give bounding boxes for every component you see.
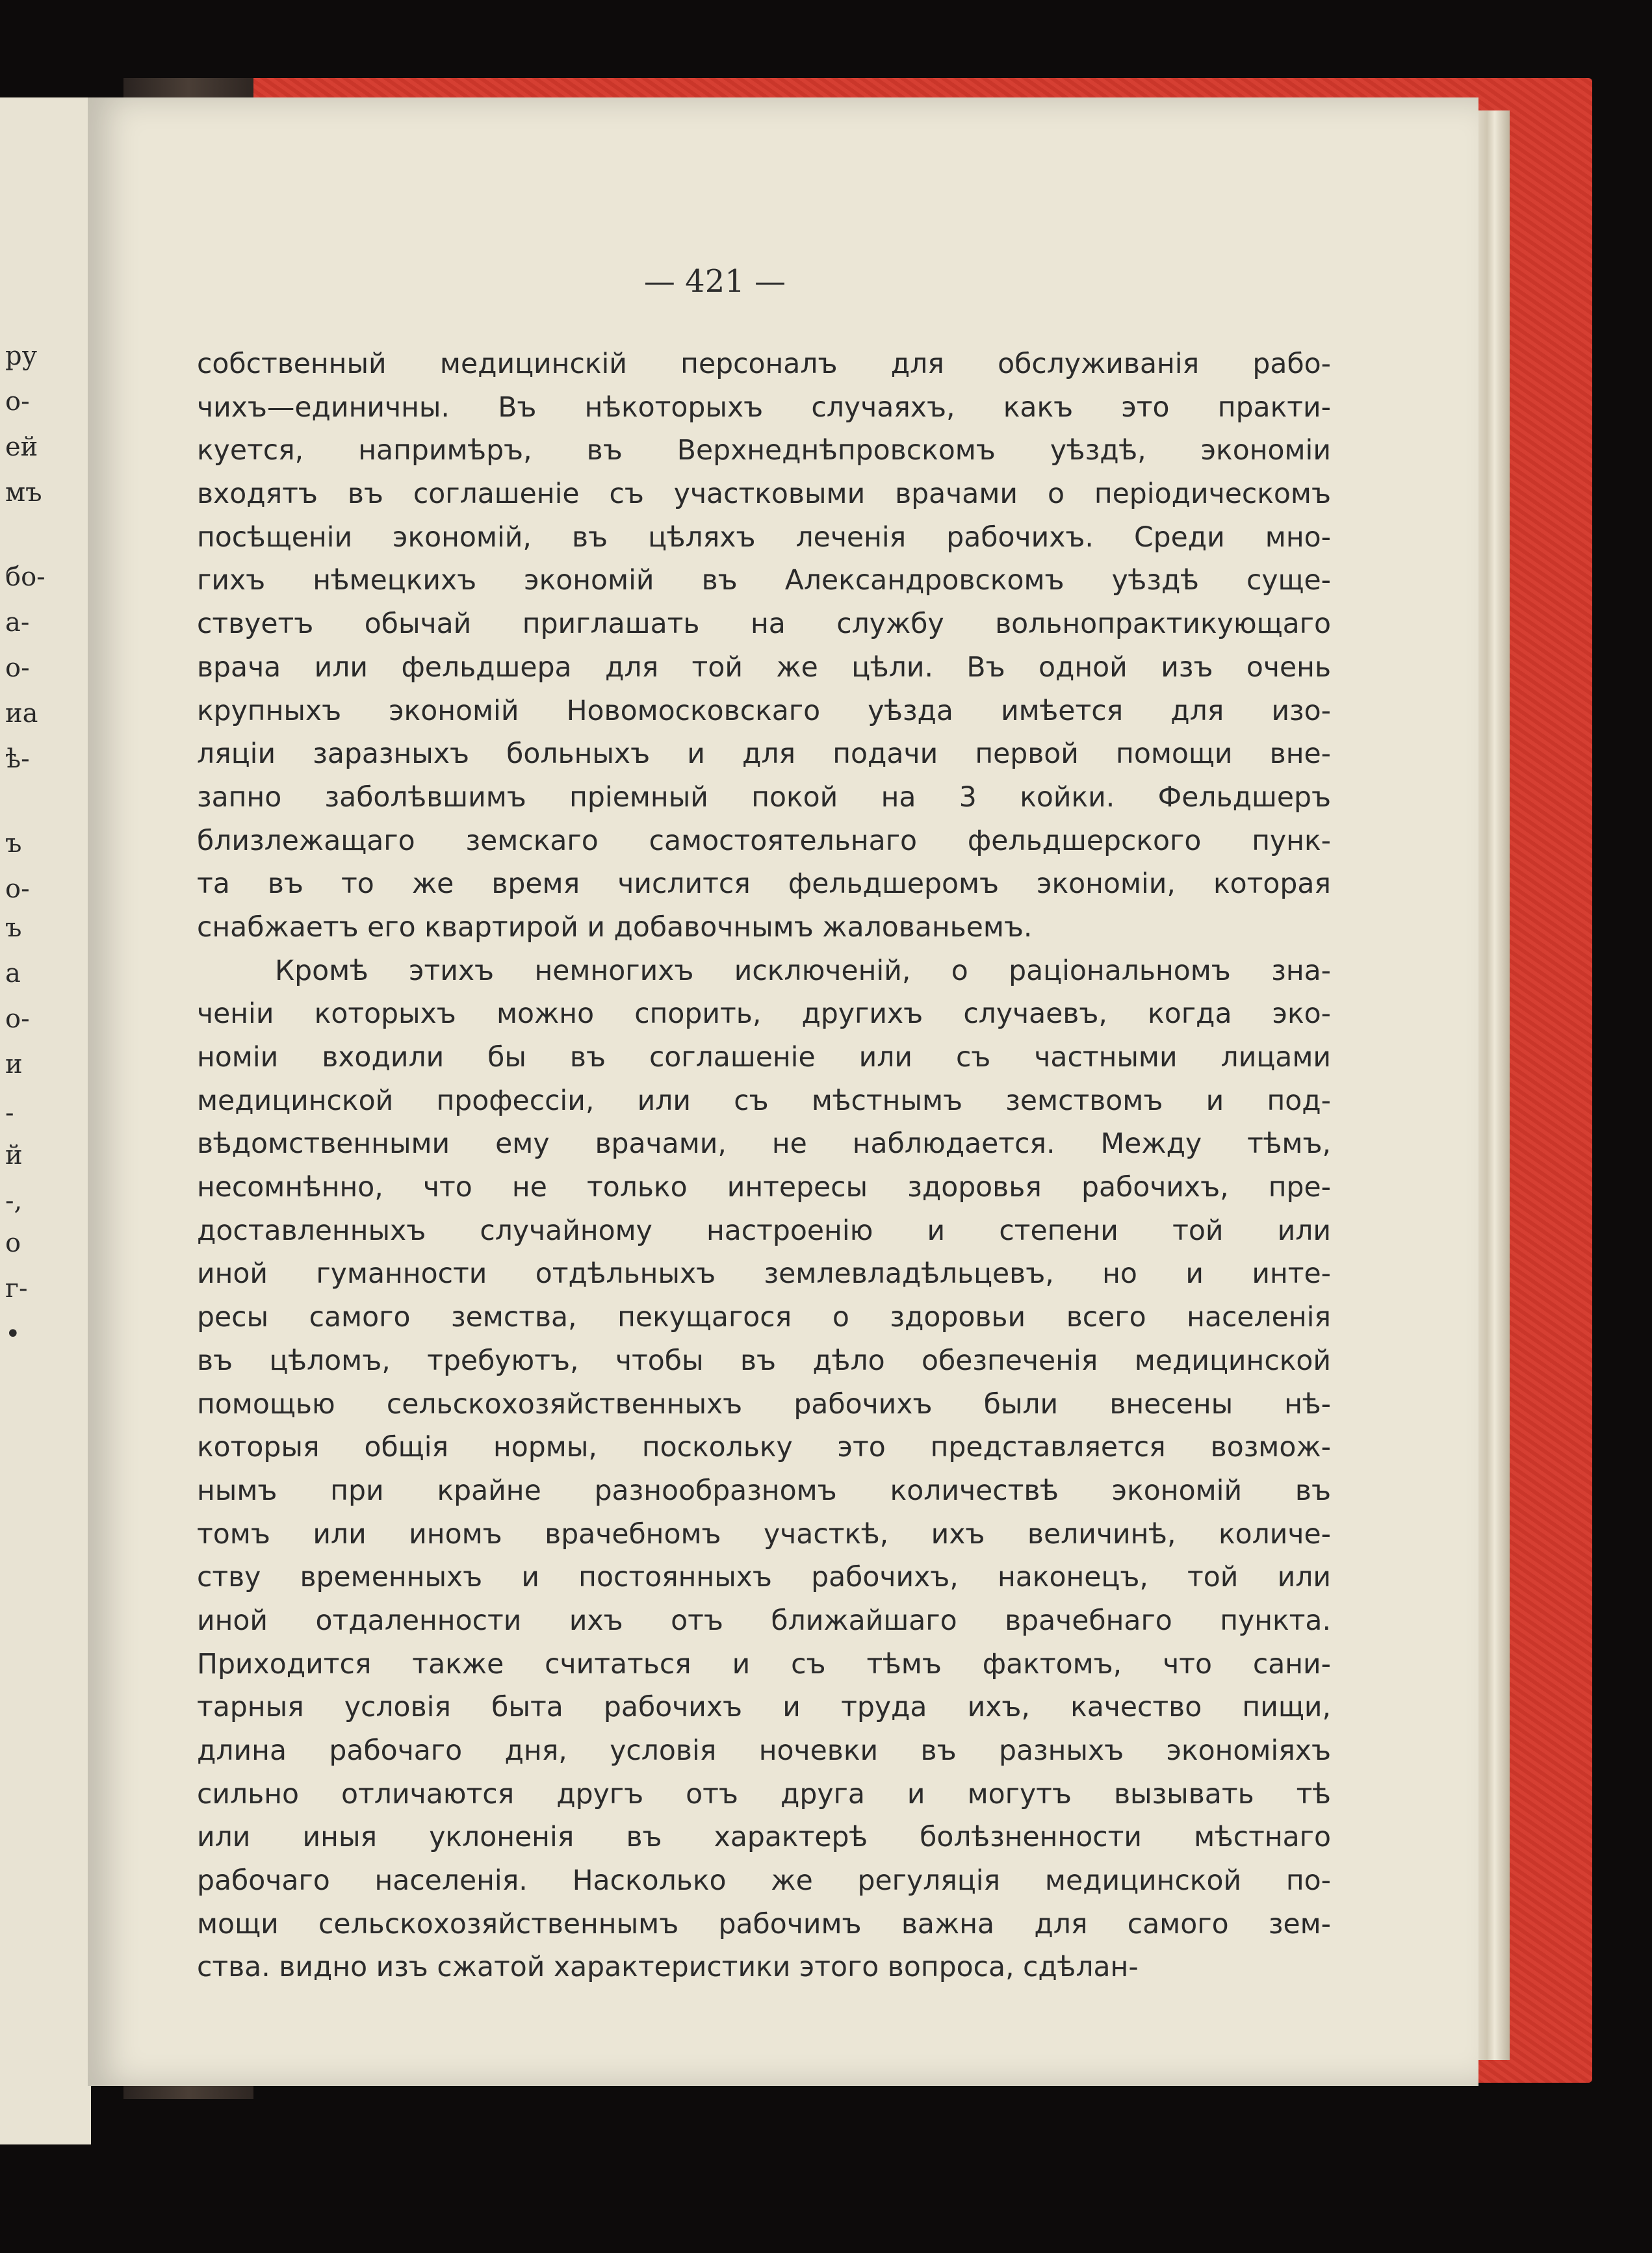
paragraph-2 [197, 950, 1331, 1990]
left-page-fragment: ей [5, 432, 38, 462]
text-line: иной гуманности отдѣльныхъ землевладѣльцевъ, но и инте- [197, 1258, 1331, 1291]
left-page-fragment: ру [5, 341, 38, 371]
left-page-fragment: а- [5, 608, 30, 637]
page-number: — 421 — [643, 263, 786, 300]
left-page-fragment: ѣ- [5, 744, 30, 774]
left-page-fragment: о- [5, 653, 30, 683]
left-page-fragment: ъ [5, 913, 22, 943]
left-page-fragment: о- [5, 874, 30, 904]
left-page-fragment: а [5, 959, 21, 988]
text-line: ченіи которыхъ можно спорить, другихъ случаевъ, когда эко- [197, 998, 1331, 1031]
text-line: ству временныхъ и постоянныхъ рабочихъ, наконецъ, той или [197, 1562, 1331, 1594]
left-page-fragment: о- [5, 387, 30, 417]
left-page-fragment: бо- [5, 562, 45, 592]
text-line: или иныя уклоненія въ характерѣ болѣзненности мѣстнаго [197, 1822, 1331, 1854]
left-page-fragment: г- [5, 1274, 28, 1304]
text-line: медицинской профессіи, или съ мѣстнымъ земствомъ и под- [197, 1085, 1331, 1117]
text-line: доставленныхъ случайному настроенію и степени той или [197, 1215, 1331, 1247]
text-line: номіи входили бы въ соглашеніе или съ частными лицами [197, 1042, 1331, 1074]
text-line: Приходится также считаться и съ тѣмъ фактомъ, что сани- [197, 1648, 1331, 1680]
text-line: та въ то же время числится фельдшеромъ экономіи, которая [197, 868, 1331, 901]
text-line: въ цѣломъ, требуютъ, чтобы въ дѣло обезпеченія медицинской [197, 1345, 1331, 1377]
left-page-fragment: ъ [5, 829, 22, 858]
text-line: которыя общія нормы, поскольку это представляется возмож- [197, 1432, 1331, 1464]
text-line: собственный медицинскій персоналъ для обслуживанія рабо- [197, 348, 1331, 380]
text-line: ства. видно изъ сжатой характеристики этого вопроса, сдѣлан- [197, 1951, 1139, 1984]
text-line: Кромѣ этихъ немногихъ исключеній, о раціональномъ зна- [275, 955, 1331, 987]
left-page-fragment: о- [5, 1004, 30, 1034]
paragraph-1 [197, 343, 1331, 950]
text-line: ствуетъ обычай приглашать на службу вольнопрактикующаго [197, 608, 1331, 641]
text-line: сильно отличаются другъ отъ друга и могутъ вызывать тѣ [197, 1778, 1331, 1810]
text-line: длина рабочаго дня, условія ночевки въ разныхъ экономіяхъ [197, 1735, 1331, 1767]
text-line: помощью сельскохозяйственныхъ рабочихъ были внесены нѣ- [197, 1388, 1331, 1421]
left-page-fragment: иа [5, 699, 38, 728]
text-line: гихъ нѣмецкихъ экономій въ Александровскомъ уѣздѣ суще- [197, 565, 1331, 597]
text-line: томъ или иномъ врачебномъ участкѣ, ихъ величинѣ, количе- [197, 1518, 1331, 1551]
text-line: чихъ—единичны. Въ нѣкоторыхъ случаяхъ, какъ это практи- [197, 391, 1331, 424]
text-line: входятъ въ соглашеніе съ участковыми врачами о періодическомъ [197, 478, 1331, 511]
left-page-fragment: мъ [5, 478, 42, 508]
text-line: ляціи заразныхъ больныхъ и для подачи первой помощи вне- [197, 738, 1331, 771]
text-line: нымъ при крайне разнообразномъ количествѣ экономій въ [197, 1474, 1331, 1507]
text-line: посѣщеніи экономій, въ цѣляхъ леченія рабочихъ. Среди мно- [197, 521, 1331, 554]
left-page [0, 97, 91, 2144]
left-page-fragment: • [5, 1319, 21, 1349]
page-text [197, 343, 1331, 1990]
text-line: рабочаго населенія. Насколько же регуляція медицинской по- [197, 1865, 1331, 1898]
text-line: несомнѣнно, что не только интересы здоровья рабочихъ, пре- [197, 1172, 1331, 1204]
text-line: крупныхъ экономій Новомосковскаго уѣзда имѣется для изо- [197, 695, 1331, 727]
text-line: запно заболѣвшимъ пріемный покой на 3 койки. Фельдшеръ [197, 781, 1331, 814]
left-page-fragment: - [5, 1098, 14, 1128]
text-line: врача или фельдшера для той же цѣли. Въ одной изъ очень [197, 651, 1331, 684]
right-page [88, 97, 1478, 2086]
left-page-fragment: о [5, 1228, 21, 1258]
left-page-fragment: и [5, 1049, 23, 1079]
text-line: тарныя условія быта рабочихъ и труда ихъ, качество пищи, [197, 1692, 1331, 1724]
text-line: мощи сельскохозяйственнымъ рабочимъ важна для самого зем- [197, 1908, 1331, 1940]
text-line: ресы самого земства, пекущагося о здоровьи всего населенія [197, 1302, 1331, 1334]
left-page-fragment: й [5, 1140, 23, 1170]
text-line: близлежащаго земскаго самостоятельнаго фельдшерского пунк- [197, 825, 1331, 857]
left-page-fragment: -, [5, 1186, 23, 1216]
text-line: снабжаетъ его квартирой и добавочнымъ жалованьемъ. [197, 911, 1033, 944]
text-line: вѣдомственными ему врачами, не наблюдается. Между тѣмъ, [197, 1128, 1331, 1161]
text-line: куется, напримѣръ, въ Верхнеднѣпровскомъ уѣздѣ, экономіи [197, 435, 1331, 467]
text-line: иной отдаленности ихъ отъ ближайшаго врачебнаго пункта. [197, 1604, 1331, 1637]
